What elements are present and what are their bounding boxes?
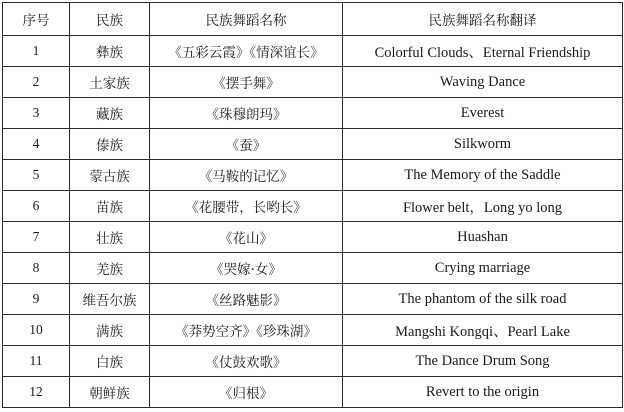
row-ethnic-group: 满族 [70, 315, 150, 346]
row-translation: Flower belt，Long yo long [343, 191, 623, 222]
row-dance-name: 《花山》 [150, 222, 343, 253]
row-translation: Everest [343, 98, 623, 129]
table-row [3, 67, 623, 98]
table-row [3, 346, 623, 377]
row-index: 9 [3, 284, 70, 315]
row-index: 6 [3, 191, 70, 222]
row-ethnic-group: 傣族 [70, 129, 150, 160]
row-translation: The Dance Drum Song [343, 346, 623, 377]
row-ethnic-group: 羌族 [70, 253, 150, 284]
row-translation: Mangshi Kongqi、Pearl Lake [343, 315, 623, 346]
row-translation: The Memory of the Saddle [343, 160, 623, 191]
dance-names-table [2, 2, 623, 408]
header-ethnic-group: 民族 [70, 3, 150, 36]
row-dance-name: 《丝路魅影》 [150, 284, 343, 315]
row-index: 7 [3, 222, 70, 253]
row-ethnic-group: 藏族 [70, 98, 150, 129]
table-row [3, 284, 623, 315]
header-dance-name: 民族舞蹈名称 [150, 3, 343, 36]
row-ethnic-group: 蒙古族 [70, 160, 150, 191]
row-index: 11 [3, 346, 70, 377]
table-row [3, 36, 623, 67]
table-row [3, 160, 623, 191]
row-ethnic-group: 土家族 [70, 67, 150, 98]
row-dance-name: 《摆手舞》 [150, 67, 343, 98]
row-ethnic-group: 维吾尔族 [70, 284, 150, 315]
row-translation: Colorful Clouds、Eternal Friendship [343, 36, 623, 67]
table-row [3, 377, 623, 408]
row-translation: Revert to the origin [343, 377, 623, 408]
row-dance-name: 《蚕》 [150, 129, 343, 160]
table-row [3, 98, 623, 129]
row-ethnic-group: 苗族 [70, 191, 150, 222]
row-index: 5 [3, 160, 70, 191]
row-ethnic-group: 壮族 [70, 222, 150, 253]
header-row [3, 3, 623, 36]
row-dance-name: 《哭嫁·女》 [150, 253, 343, 284]
row-index: 3 [3, 98, 70, 129]
row-dance-name: 《仗鼓欢歌》 [150, 346, 343, 377]
row-dance-name: 《马鞍的记忆》 [150, 160, 343, 191]
row-index: 8 [3, 253, 70, 284]
row-index: 1 [3, 36, 70, 67]
row-index: 12 [3, 377, 70, 408]
row-translation: The phantom of the silk road [343, 284, 623, 315]
row-translation: Silkworm [343, 129, 623, 160]
header-index: 序号 [3, 3, 70, 36]
row-translation: Huashan [343, 222, 623, 253]
table-body [3, 36, 623, 408]
table-row [3, 191, 623, 222]
table-row [3, 222, 623, 253]
table-row [3, 129, 623, 160]
row-dance-name: 《珠穆朗玛》 [150, 98, 343, 129]
table-header [3, 3, 623, 36]
row-index: 2 [3, 67, 70, 98]
row-index: 4 [3, 129, 70, 160]
row-translation: Waving Dance [343, 67, 623, 98]
table-row [3, 253, 623, 284]
dance-table-container [2, 2, 622, 408]
row-ethnic-group: 朝鲜族 [70, 377, 150, 408]
header-translation: 民族舞蹈名称翻译 [343, 3, 623, 36]
row-dance-name: 《五彩云霞》《情深谊长》 [150, 36, 343, 67]
row-index: 10 [3, 315, 70, 346]
row-dance-name: 《莽势空齐》《珍珠湖》 [150, 315, 343, 346]
row-dance-name: 《归根》 [150, 377, 343, 408]
row-ethnic-group: 白族 [70, 346, 150, 377]
row-ethnic-group: 彝族 [70, 36, 150, 67]
table-row [3, 315, 623, 346]
row-translation: Crying marriage [343, 253, 623, 284]
row-dance-name: 《花腰带，长哟长》 [150, 191, 343, 222]
